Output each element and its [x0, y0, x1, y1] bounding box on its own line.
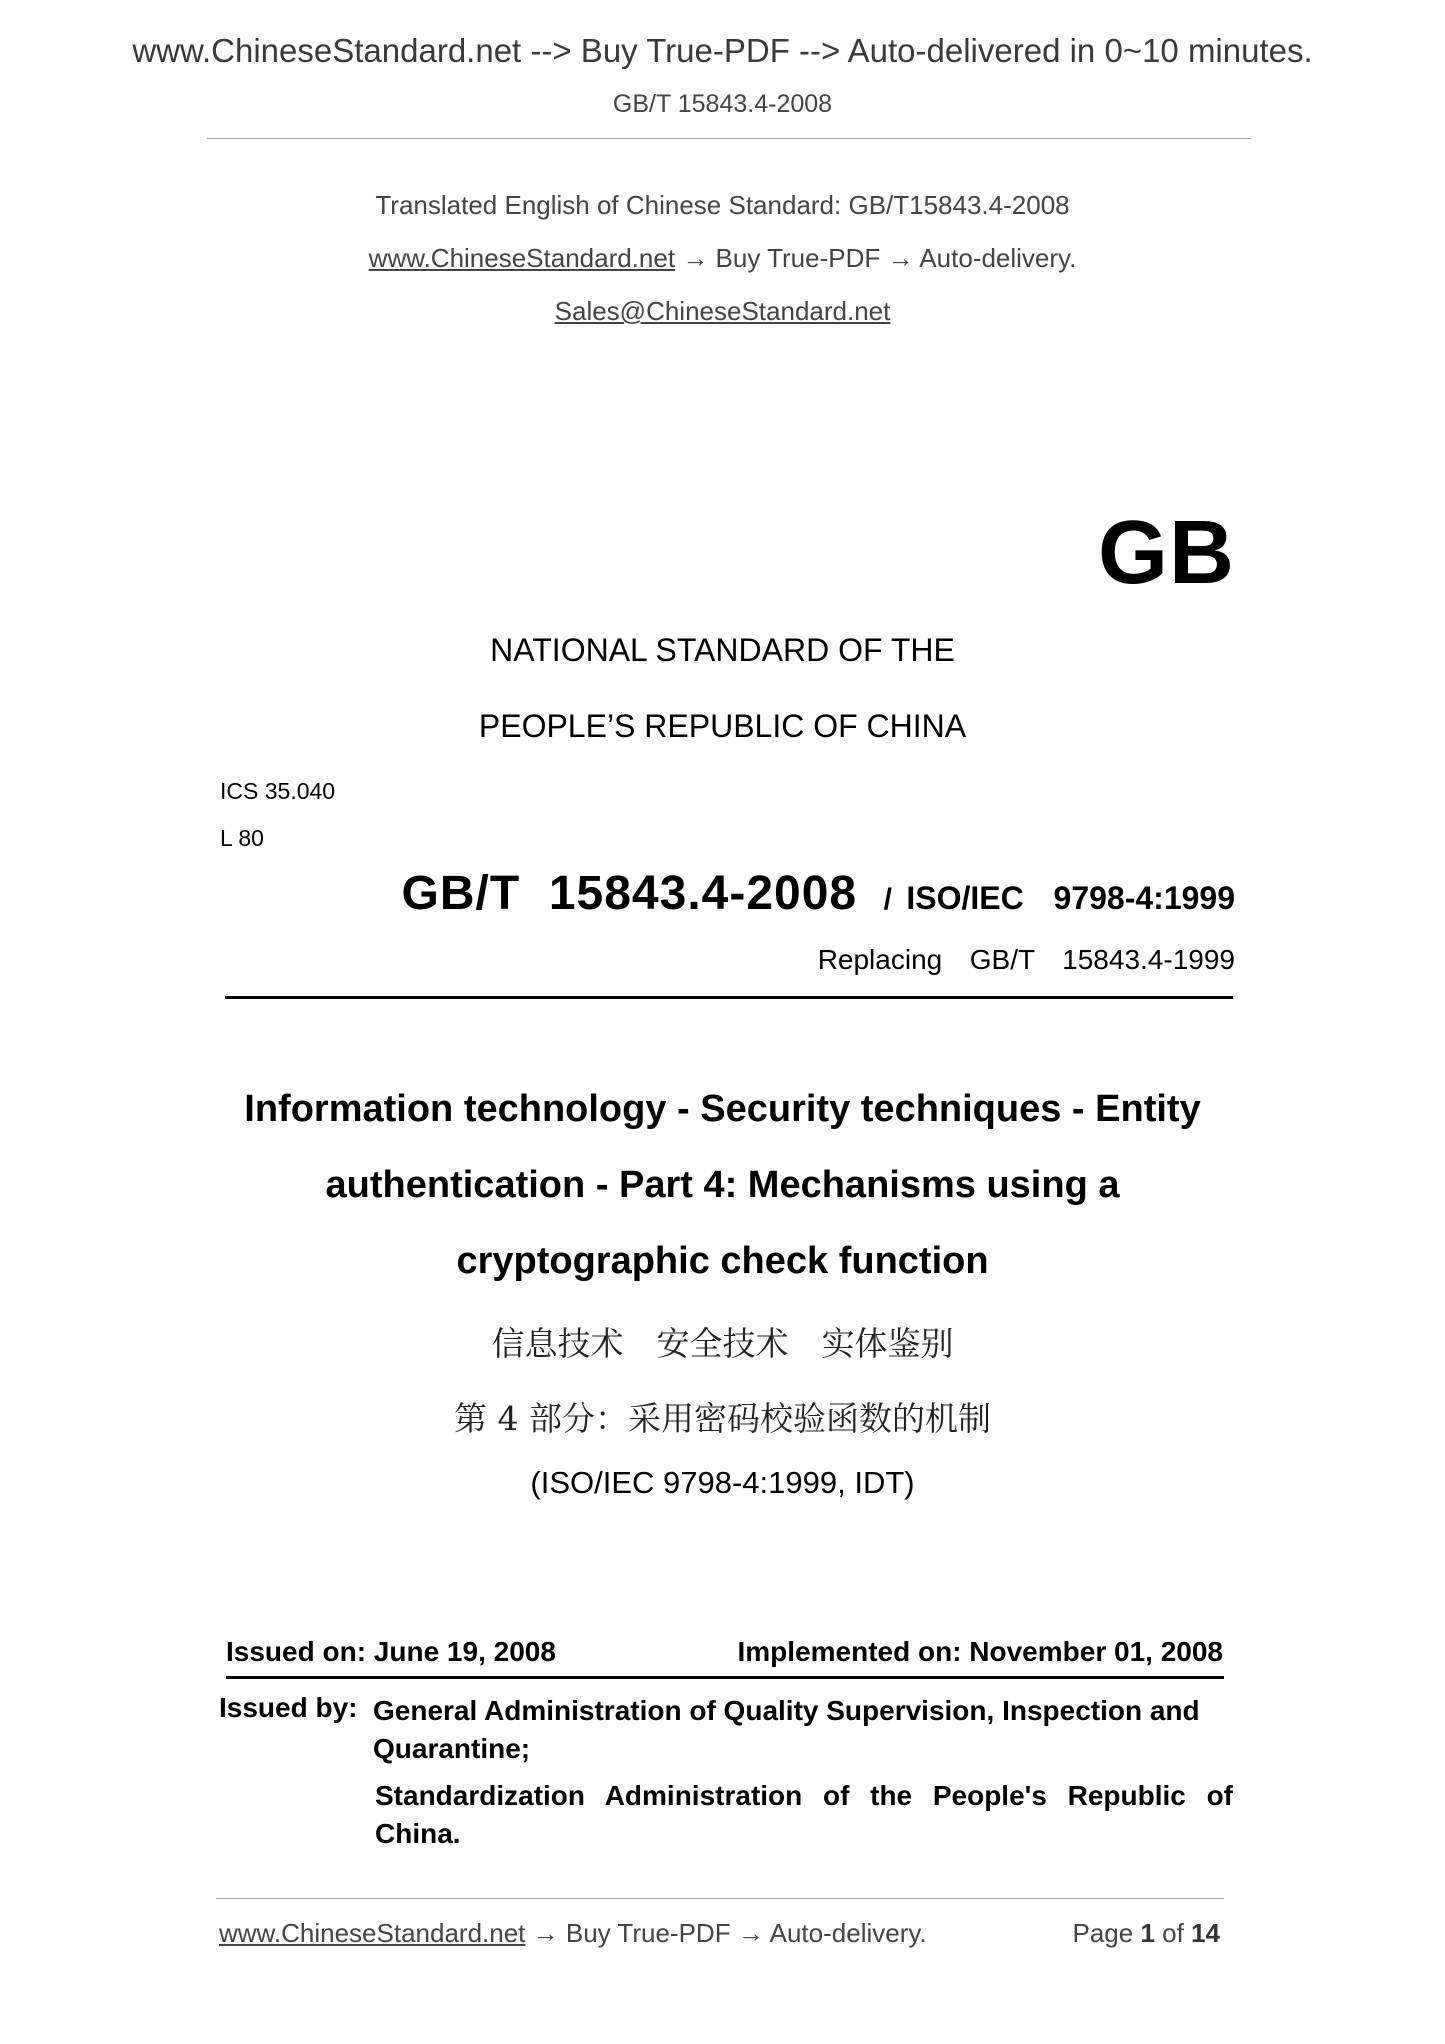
replacing-note: Replacing GB/T 15843.4-1999: [817, 944, 1235, 975]
issuer-2: Standardization Administration of the People's Republic of China.: [375, 1780, 1233, 1849]
footer-links: [219, 1918, 927, 1949]
page-total: 14: [1191, 1918, 1220, 1948]
delivery-text: Auto-delivery.: [919, 243, 1077, 273]
gb-logo: GB: [1098, 503, 1235, 603]
iso-equivalent: ISO/IEC 9798-4:1999: [906, 880, 1235, 916]
title-line-1: Information technology - Security techniques - Entity: [244, 1088, 1201, 1130]
header-divider: [207, 138, 1251, 139]
ics-code: ICS 35.040: [220, 778, 336, 804]
arrow-right-icon: →: [737, 1918, 764, 1948]
header-standard-code: GB/T 15843.4-2008: [612, 90, 833, 118]
site-link[interactable]: www.ChineseStandard.net: [368, 243, 676, 273]
footer-divider: [216, 1898, 1224, 1899]
top-banner: www.ChineseStandard.net --> Buy True-PDF --> Auto-delivered in 0~10 minutes.: [132, 32, 1313, 69]
buy-text: Buy True-PDF: [715, 243, 881, 273]
issue-divider: [226, 1676, 1224, 1679]
classification-code: L 80: [220, 825, 264, 851]
translation-notice: Translated English of Chinese Standard: GB/T15843.4-2008: [375, 190, 1070, 220]
footer-buy-text: Buy True-PDF: [565, 1918, 731, 1948]
arrow-right-icon: →: [887, 243, 914, 273]
arrow-right-icon: →: [532, 1918, 559, 1948]
national-standard-line1: NATIONAL STANDARD OF THE: [490, 632, 955, 668]
footer-site-link[interactable]: www.ChineseStandard.net: [219, 1918, 526, 1948]
chinese-title-line-1: 信息技术 安全技术 实体鉴别: [491, 1324, 954, 1363]
issuer-1: General Administration of Quality Supervision, Inspection and Quarantine;: [373, 1695, 1200, 1764]
chinese-title-line-2: 第 4 部分：采用密码校验函数的机制: [454, 1399, 991, 1438]
standard-number: GB/T 15843.4-2008: [401, 867, 858, 920]
implemented-on-date: Implemented on: November 01, 2008: [737, 1636, 1223, 1667]
arrow-right-icon: →: [682, 243, 709, 273]
national-standard-line2: PEOPLE’S REPUBLIC OF CHINA: [478, 708, 967, 744]
title-line-3: cryptographic check function: [456, 1240, 989, 1282]
standard-separator: /: [883, 883, 892, 916]
page-indicator: [1072, 1918, 1220, 1949]
idt-note: (ISO/IEC 9798-4:1999, IDT): [530, 1465, 915, 1500]
title-divider: [225, 996, 1233, 999]
page-label: Page: [1072, 1918, 1134, 1948]
sales-email-link[interactable]: Sales@ChineseStandard.net: [554, 296, 891, 326]
of-label: of: [1162, 1918, 1184, 1948]
issued-by-label: Issued by:: [219, 1692, 358, 1723]
issued-on-date: Issued on: June 19, 2008: [226, 1636, 556, 1667]
email-line: [0, 296, 1445, 327]
title-line-2: authentication - Part 4: Mechanisms using a: [325, 1164, 1120, 1206]
footer-delivery-text: Auto-delivery.: [769, 1918, 927, 1948]
page-current: 1: [1140, 1918, 1155, 1948]
translation-links: [0, 243, 1445, 274]
standard-number-line: [402, 866, 1235, 921]
